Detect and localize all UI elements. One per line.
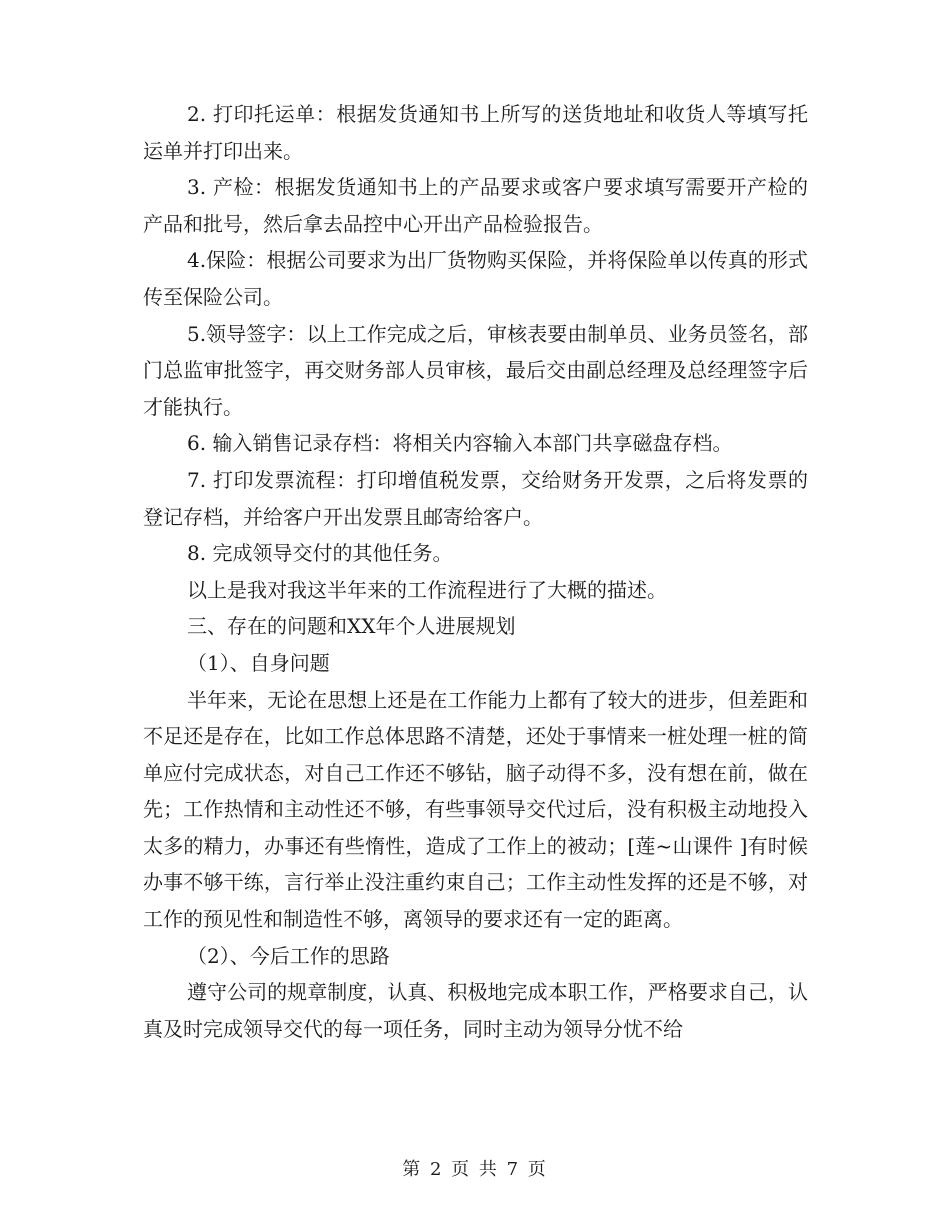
subsection-heading-1: （1）、自身问题 (187, 650, 330, 675)
document-body (143, 96, 808, 1047)
section-heading-3: 三、存在的问题和XX年个人进展规划 (187, 614, 516, 639)
paragraph-step-6: 6. 输入销售记录存档：将相关内容输入本部门共享磁盘存档。 (187, 431, 733, 456)
paragraph-self-problems: 半年来，无论在思想上还是在工作能力上都有了较大的进步，但差距和不足还是存在，比如工作总体思路不清楚，还处于事情来一桩处理一桩的简单应付完成状态，对自己工作还不够钻，脑子动得不多，没有想在前，做在先；工作热情和主动性还不够，有些事领导交代过后，没有积极主动地投入太多的精力，办事还有些惰性，造成了工作上的被动；[莲~山课件 ]有时候办事不够干练，言行举止没注重约束自己；工作主动性发挥的还是不够，对工作的预见性和制造性不够，离领导的要求还有一定的距离。 (143, 687, 808, 932)
paragraph-step-3: 3. 产检：根据发货通知书上的产品要求或客户要求填写需要开产检的产品和批号，然后拿去品控中心开出产品检验报告。 (143, 175, 808, 236)
paragraph-step-4: 4.保险：根据公司要求为出厂货物购买保险，并将保险单以传真的形式传至保险公司。 (143, 248, 808, 309)
page-number-footer: 第 2 页 共 7 页 (402, 1159, 548, 1180)
subsection-heading-2: （2）、今后工作的思路 (187, 943, 390, 968)
paragraph-summary: 以上是我对我这半年来的工作流程进行了大概的描述。 (187, 577, 667, 602)
paragraph-step-7: 7. 打印发票流程：打印增值税发票，交给财务开发票，之后将发票的登记存档，并给客户开出发票且邮寄给客户。 (143, 467, 808, 529)
paragraph-step-2: 2. 打印托运单：根据发货通知书上所写的送货地址和收货人等填写托运单并打印出来。 (143, 102, 808, 163)
paragraph-step-8: 8. 完成领导交付的其他任务。 (187, 541, 453, 566)
paragraph-step-5: 5.领导签字：以上工作完成之后，审核表要由制单员、业务员签名，部门总监审批签字，再交财务部人员审核，最后交由副总经理及总经理签字后才能执行。 (143, 321, 808, 419)
paragraph-future-plan: 遵守公司的规章制度，认真、积极地完成本职工作，严格要求自己，认真及时完成领导交代的每一项任务，同时主动为领导分忧不给 (143, 980, 808, 1041)
